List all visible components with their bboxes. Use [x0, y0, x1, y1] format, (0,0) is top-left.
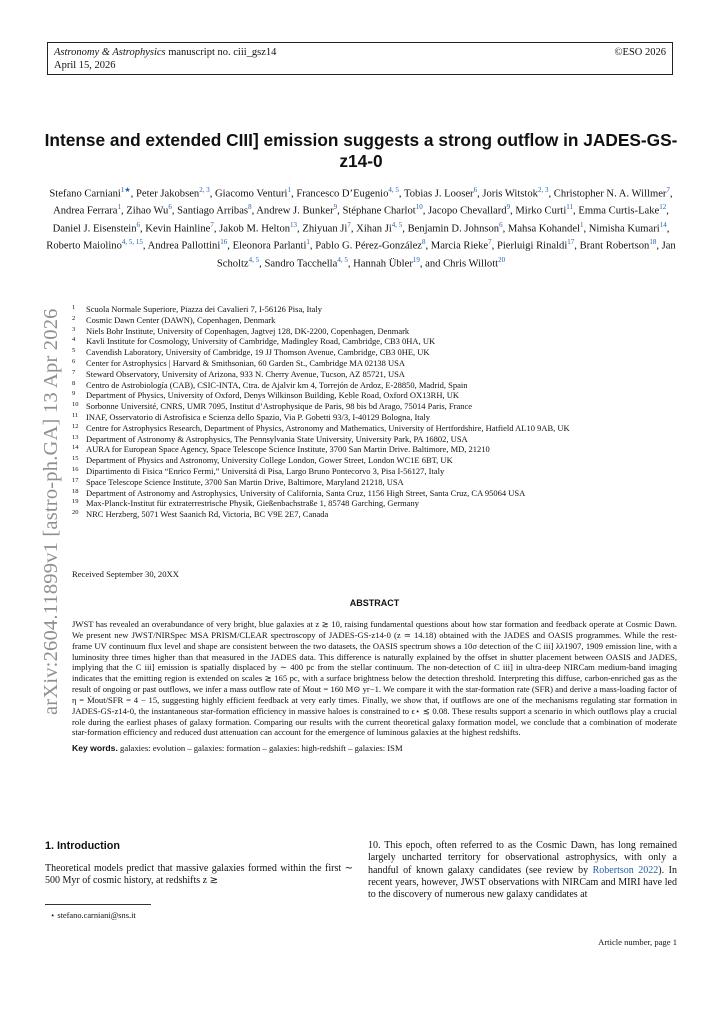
affiliation-number: 18	[72, 487, 79, 495]
affiliation-text: Centre for Astrophysics Research, Department of Physics, Astronomy and Mathematics, University of Hertfordshire, Hatfield AL10 9AB, UK	[86, 422, 570, 433]
affiliation-number: 3	[72, 325, 76, 333]
author-name: Francesco D’Eugenio	[296, 188, 389, 200]
author-affiliation-mark[interactable]: 1	[287, 186, 292, 194]
affiliation-number: 13	[72, 433, 79, 441]
affiliation-number: 16	[72, 465, 79, 473]
affiliation-number: 9	[72, 390, 76, 398]
author-affiliation-mark[interactable]: 7	[347, 220, 351, 229]
author-name: Eleonora Parlanti	[232, 240, 307, 252]
affiliation-number: 15	[72, 455, 79, 463]
author-affiliation-mark[interactable]: 7	[488, 238, 492, 247]
author-affiliation-mark[interactable]: 9	[506, 203, 511, 212]
affiliation-item	[72, 326, 677, 337]
affiliation-text: Cosmic Dawn Center (DAWN), Copenhagen, Denmark	[86, 314, 276, 325]
author-name: Pablo G. Pérez-González	[315, 240, 422, 252]
author-affiliation-mark[interactable]: 7	[210, 220, 214, 229]
affiliation-item	[72, 315, 677, 326]
affiliation-text: Kavli Institute for Cosmology, University of Cambridge, Madingley Road, Cambridge, CB3 0HA, UK	[86, 336, 436, 347]
citation-link[interactable]: Robertson 2022	[592, 864, 659, 876]
author-name: Andrea Pallottini	[147, 240, 221, 252]
affiliation-number: 12	[72, 422, 79, 430]
affiliation-number: 20	[72, 509, 79, 517]
abstract-heading: ABSTRACT	[349, 598, 400, 608]
author-name: Christopher N. A. Willmer	[553, 188, 667, 200]
author-name: Chris Willott	[443, 258, 499, 270]
keywords-label: Key words.	[72, 743, 118, 753]
affiliation-text: Dipartimento di Fisica “Enrico Fermi,” Universitá di Pisa, Largo Bruno Pontecorvo 3, Pisa I-56127, Italy	[86, 465, 445, 476]
affiliation-item	[72, 390, 677, 401]
author-affiliation-mark[interactable]: 2, 3	[537, 186, 549, 194]
author-affiliation-mark[interactable]: 1	[306, 238, 310, 247]
author-name: Jakob M. Helton	[219, 223, 291, 235]
affiliation-text: Department of Astronomy & Astrophysics, The Pennsylvania State University, University Park, PA 16802, USA	[86, 433, 468, 444]
author-affiliation-mark[interactable]: 4, 5	[337, 255, 348, 264]
author-name: Joris Witstok	[482, 188, 538, 200]
received-date: Received September 30, 20XX	[72, 569, 179, 579]
affiliation-text: Centro de Astrobiología (CAB), CSIC-INTA, Ctra. de Ajalvir km 4, Torrejón de Ardoz, E-28850, Madrid, Spain	[86, 379, 468, 390]
affiliation-item	[72, 304, 677, 315]
author-name: Andrea Ferrara	[53, 205, 118, 217]
author-affiliation-mark[interactable]: 6	[168, 203, 172, 212]
affiliation-text: Department of Physics, University of Oxford, Denys Wilkinson Building, Keble Road, Oxford OX13RH, UK	[86, 390, 459, 401]
author-name: Jacopo Chevallard	[428, 205, 507, 217]
affiliation-text: NRC Herzberg, 5071 West Saanich Rd, Victoria, BC V9E 2E7, Canada	[86, 509, 329, 520]
author-name: Zihao Wu	[126, 205, 169, 217]
affiliation-text: AURA for European Space Agency, Space Telescope Science Institute, 3700 San Martin Drive. Baltimore, MD, 21210	[86, 444, 490, 455]
author-name: Tobias J. Looser	[404, 188, 474, 200]
author-affiliation-mark[interactable]: 6	[136, 220, 140, 229]
manuscript-number: manuscript no. ciii_gsz14	[168, 47, 277, 58]
author-list: Stefano Carniani$^{1★}$, Peter Jakobsen$^{2, 3}$, Giacomo Venturi$^1$, Francesco D’Eugenio$^{4, 5}$, Tobias J. Looser$^6$, Joris Witstok$^{2, 3}$, Christopher N. A. Willmer$^7$, Andrea Ferrara$^1$, Zihao Wu$^6$, Santiago Arribas$^8$, Andrew J. Bunker$^9$, Stéphane Charlot$^{10}$, Jacopo Chevallard$^9$, Mirko Curti$^{11}$, Emma Curtis-Lake$^{12}$, Daniel J. Eisenstein$^6$, Kevin Hainline$^7$, Jakob M. Helton$^{13}$, Zhiyuan Ji$^7$, Xihan Ji$^{4, 5}$, Benjamin D. Johnson$^6$, Mahsa Kohandel$^1$, Nimisha Kumari$^{14}$, Roberto Maiolino$^{4, 5, 15}$, Andrea Pallottini$^{16}$, Eleonora Parlanti$^1$, Pablo G. Pérez-González$^8$, Marcia Rieke$^7$, Pierluigi Rinaldi$^{17}$, Brant Robertson$^{18}$, Jan Scholtz$^{4, 5}$, Sandro Tacchella$^{4, 5}$, Hannah Übler$^{19}$, and Chris Willott$^{20}$	[46, 186, 676, 270]
arxiv-stamp	[8, 245, 62, 715]
author-name: Santiago Arribas	[177, 205, 249, 217]
intro-right-text-b: ). In recent years, however, JWST observations with NIRCam and MIRI have led to the discovery of numerous new galaxy candidates at	[368, 864, 677, 901]
affiliation-item	[72, 434, 677, 445]
author-affiliation-mark[interactable]: 11	[566, 203, 574, 212]
author-affiliation-mark[interactable]: 4, 5	[248, 255, 260, 264]
author-name: Sandro Tacchella	[264, 258, 338, 270]
affiliation-number: 19	[72, 498, 79, 506]
author-name: Giacomo Venturi	[215, 188, 288, 200]
author-affiliation-mark[interactable]: 18	[649, 238, 657, 247]
author-name: Stéphane Charlot	[342, 205, 416, 217]
affiliation-item	[72, 444, 677, 455]
affiliation-item	[72, 412, 677, 423]
affiliation-number: 6	[72, 357, 76, 365]
author-affiliation-mark[interactable]: 1	[579, 220, 584, 229]
affiliation-text: Department of Physics and Astronomy, University College London, Gower Street, London WC1E 6BT, UK	[86, 455, 453, 466]
affiliation-item	[72, 423, 677, 434]
author-affiliation-mark[interactable]: 19	[412, 255, 420, 264]
author-affiliation-mark[interactable]: 8	[248, 203, 252, 212]
affiliation-item	[72, 380, 677, 391]
affiliation-item	[72, 466, 677, 477]
author-affiliation-mark[interactable]: 20	[498, 255, 506, 264]
author-name: Mirko Curti	[515, 205, 567, 217]
affiliation-text: Department of Astronomy and Astrophysics, University of California, Santa Cruz, 1156 High Street, Santa Cruz, CA 95064 USA	[86, 487, 526, 498]
author-affiliation-mark[interactable]: 16	[220, 238, 228, 247]
author-affiliation-mark[interactable]: 9	[333, 203, 338, 212]
arxiv-id: arXiv:2604.11899v1 [astro-ph.GA] 13 Apr 2026	[40, 308, 62, 715]
author-affiliation-mark[interactable]: 13	[290, 220, 298, 229]
copyright: ©ESO 2026	[614, 47, 666, 58]
running-header	[47, 42, 673, 75]
affiliation-item	[72, 509, 677, 520]
affiliation-number: 7	[72, 368, 76, 376]
author-name: Brant Robertson	[579, 240, 650, 252]
affiliation-item	[72, 455, 677, 466]
author-name: Benjamin D. Johnson	[407, 223, 500, 235]
header-date: April 15, 2026	[54, 60, 116, 71]
affiliation-text: Sorbonne Université, CNRS, UMR 7095, Institut d’Astrophysique de Paris, 98 bis bd Arago, 75014 Paris, France	[86, 401, 473, 412]
author-affiliation-mark[interactable]: 1★	[120, 186, 131, 194]
author-affiliation-mark[interactable]: 4, 5, 15	[121, 238, 143, 247]
affiliation-number: 10	[72, 401, 79, 409]
keywords	[72, 743, 403, 753]
affiliation-item	[72, 401, 677, 412]
author-affiliation-mark[interactable]: 7	[666, 186, 670, 194]
affiliation-text: Space Telescope Science Institute, 3700 San Martin Drive, Baltimore, Maryland 21218, USA	[86, 476, 404, 487]
author-name: Nimisha Kumari	[588, 223, 660, 235]
author-name: Kevin Hainline	[145, 223, 211, 235]
author-affiliation-mark[interactable]: 10	[415, 203, 423, 212]
author-name: Emma Curtis-Lake	[578, 205, 660, 217]
author-name: Zhiyuan Ji	[302, 223, 348, 235]
author-affiliation-mark[interactable]: 1	[117, 203, 121, 212]
affiliation-text: INAF, Osservatorio di Astrofisica e Scienza dello Spazio, Via P. Gobetti 93/3, I-40129 Bologna, Italy	[86, 411, 431, 422]
affiliation-number: 4	[72, 336, 76, 344]
affiliation-number: 8	[72, 379, 76, 387]
footnote-email: ⋆ stefano.carniani@sns.it	[50, 911, 136, 920]
section-heading: 1. Introduction	[45, 840, 120, 852]
footnote-rule	[45, 904, 151, 905]
author-name: Roberto Maiolino	[46, 240, 122, 252]
intro-left-column: Theoretical models predict that massive galaxies formed within the first ∼ 500 Myr of cosmic history, at redshifts z ≳	[45, 863, 353, 887]
author-affiliation-mark[interactable]: 4, 5	[388, 186, 399, 194]
author-name: Pierluigi Rinaldi	[496, 240, 568, 252]
paper-title: Intense and extended CIII] emission suggests a strong outflow in JADES-GS-z14-0	[44, 130, 678, 171]
author-name: Marcia Rieke	[430, 240, 489, 252]
affiliation-item	[72, 498, 677, 509]
author-name: Mahsa Kohandel	[507, 223, 580, 235]
affiliation-item	[72, 369, 677, 380]
affiliation-number: 5	[72, 347, 76, 355]
affiliation-text: Niels Bohr Institute, University of Copenhagen, Jagtvej 128, DK-2200, Copenhagen, Denmark	[86, 325, 410, 336]
affiliation-item	[72, 358, 677, 369]
affiliation-item	[72, 347, 677, 358]
intro-right-text-a: 10. This epoch, often referred to as the Cosmic Dawn, has long remained largely uncharted territory for observational astrophysics, with only a handful of known galaxy candidates (see review by	[368, 840, 677, 876]
affiliation-number: 2	[72, 314, 76, 322]
author-affiliation-mark[interactable]: 12	[659, 203, 667, 212]
author-affiliation-mark[interactable]: 6	[499, 220, 503, 229]
affiliation-number: 1	[72, 304, 76, 311]
affiliation-item	[72, 336, 677, 347]
author-affiliation-mark[interactable]: 8	[421, 238, 426, 247]
affiliation-item	[72, 488, 677, 499]
author-name: Stefano Carniani	[49, 188, 121, 200]
abstract-text: JWST has revealed an overabundance of very bright, blue galaxies at z ≳ 10, raising fundamental questions about how star formation and feedback operate at Cosmic Dawn. We present new JWST/NIRSpec MSA PRISM/CLEAR spectroscopy of JADES-GS-z14-0 (z ≃ 14.18) obtained with the JADES and OASIS programmes. While the rest-frame UV continuum flux level and shape are consistent between the two datasets, the OASIS spectrum shows a 10σ detection of the C iii] λλ1907, 1909 emission line, with a luminosity three times higher than that measured in the JADES data. This difference is naturally explained by the offset in shutter placement between OASIS and JADES, implying that the C iii] emission is spatially displaced by ∼ 400 pc from the stellar continuum. The non-detection of C iii] in ultra-deep NIRCam medium-band imaging indicates that the emitting region is extended on scales ≳ 165 pc, with a surface brightness below the detection threshold. Interpreting this diffuse, carbon-enriched gas as the result of ongoing or past outflows, we infer a mass outflow rate of Ṁout = 160 M⊙ yr−1. We compare it with the star-formation rate (SFR) and derive a mass-loading factor of η = Ṁout/SFR = 4 − 15, suggesting highly efficient feedback at very early times. Finally, we show that, if outflows are one of the mechanisms regulating star formation in JADES-GS-z14-0, the instantaneous star-formation efficiency in massive haloes is constrained to ϵ⋆ ≲ 0.08. These results support a scenario in which outflows play a crucial role during the earliest phases of galaxy formation. Comparing our results with the current theoretical galaxy formation model, we conclude that a combination of moderate star-formation efficiency and reduced dust attenuation can account for the emergence of luminous galaxies at the highest redshifts.	[72, 619, 677, 738]
author-affiliation-mark[interactable]: 6	[473, 186, 478, 194]
affiliation-number: 11	[72, 411, 79, 419]
affiliation-text: Center for Astrophysics | Harvard & Smithsonian, 60 Garden St., Cambridge MA 02138 USA	[86, 357, 406, 368]
affiliation-list	[72, 304, 677, 520]
page-number: Article number, page 1	[598, 937, 677, 947]
affiliation-number: 17	[72, 476, 79, 484]
author-name: Xihan Ji	[356, 223, 392, 235]
intro-right-column	[368, 840, 677, 901]
keywords-text: galaxies: evolution – galaxies: formation – galaxies: high-redshift – galaxies: ISM	[120, 743, 403, 753]
affiliation-text: Max-Planck-Institut für extraterrestrische Physik, Gießenbachstraße 1, 85748 Garching, Germany	[86, 498, 420, 509]
affiliation-text: Scuola Normale Superiore, Piazza dei Cavalieri 7, I-56126 Pisa, Italy	[86, 304, 323, 314]
affiliation-number: 14	[72, 444, 79, 452]
author-name: Andrew J. Bunker	[256, 205, 334, 217]
author-affiliation-mark[interactable]: 14	[659, 220, 667, 229]
affiliation-text: Steward Observatory, University of Arizona, 933 N. Cherry Avenue, Tucson, AZ 85721, USA	[86, 368, 405, 379]
author-name: Peter Jakobsen	[135, 188, 200, 200]
author-name: Jan Scholtz	[216, 240, 676, 270]
affiliation-item	[72, 477, 677, 488]
author-name: Hannah Übler	[353, 258, 413, 270]
author-affiliation-mark[interactable]: 2, 3	[199, 186, 210, 194]
author-affiliation-mark[interactable]: 17	[567, 238, 575, 247]
author-affiliation-mark[interactable]: 4, 5	[391, 220, 403, 229]
journal-name: Astronomy & Astrophysics	[54, 47, 166, 58]
author-name: Daniel J. Eisenstein	[52, 223, 137, 235]
affiliation-text: Cavendish Laboratory, University of Cambridge, 19 JJ Thomson Avenue, Cambridge, CB3 0HE, UK	[86, 347, 430, 358]
